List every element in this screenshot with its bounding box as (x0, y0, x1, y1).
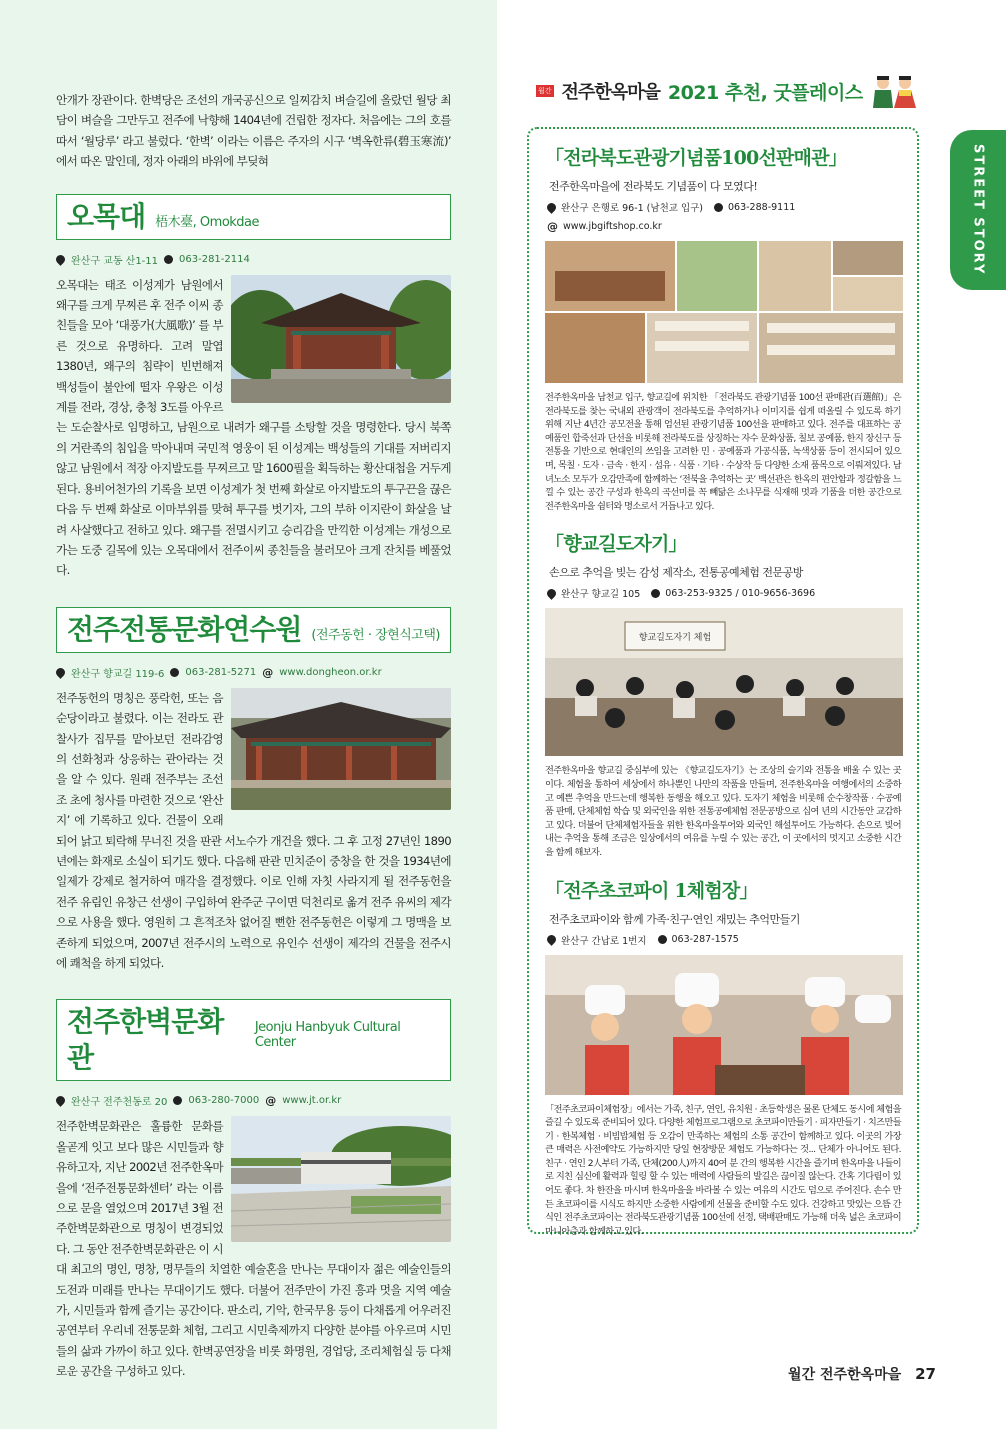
yeonsuwon-phone: 063-281-5271 (185, 666, 257, 678)
omokdae-heading-box (56, 194, 451, 240)
street-story-tab (950, 130, 1006, 290)
omokdae-subtitle: 梧木臺, Omokdae (155, 214, 260, 230)
page-number: 27 (915, 1365, 936, 1383)
phone-icon (173, 1096, 182, 1105)
omokdae-pavilion-photo (231, 275, 451, 403)
phone-icon (714, 203, 723, 212)
location-pin-icon (54, 1095, 67, 1108)
shop1-subtitle: 전주한옥마을에 전라북도 기념품이 다 모였다! (549, 180, 758, 193)
chocopie-class-photo (545, 955, 903, 1095)
omokdae-address: 완산구 교동 산1-11 (71, 255, 159, 267)
hanbyuk-title: 전주한벽문화관 (67, 1005, 224, 1075)
phone-icon (164, 255, 173, 264)
pottery-class-photo (545, 608, 903, 756)
phone-icon (651, 589, 660, 598)
shop3-address: 완산구 간납로 1번지 (561, 935, 647, 947)
location-pin-icon (54, 666, 67, 679)
location-pin-icon (545, 933, 558, 946)
shop1-text: 전주한옥마을 남천교 입구, 향교길에 위치한 「전라북도 관광기념품 100선 판매관(百選館)」은 전라북도를 찾는 국내외 관광객이 전라북도를 추억하거나 이미지를 쉽게 떠올릴 수 있도록 하기 위해 지난 4년간 공모전을 통해 엄선된 관광기념품 100선을 판매하고 있다. 전주를 대표하는 공예품인 합죽선과 단선을 비롯해 전라북도를 상징하는 자수 문화상품, 칠보 공예품, 한지 장신구 등 전통을 기반으로 현대인의 쓰임을 고려한 민 · 공예품과 가공식품, 녹색상품 등이 전시되어 있으며, 목칠 · 도자 · 금속 · 한지 · 섬유 · 식품 · 기타 · 수상작 등 다양한 소재 품목으로 이뤄져있다. 남녀노소 모두가 오감만족에 함께하는 ‘전북을 추억하는 곳’ 백선관은 한옥의 편안함과 정갈함을 느낄 수 있는 공간 구성과 한옥의 곡선미를 꼭 빼닮은 소나무를 식재해 멋과 기품을 더한 공간으로 전주한옥마을 쉼터와 명소로서 거듭나고 있다. (545, 392, 901, 512)
hanbyuk-center-photo (231, 1116, 451, 1242)
shop1-phone: 063-288-9111 (728, 201, 796, 213)
shop1-info (547, 200, 901, 214)
shop3-text: 「전주초코파이체험장」에서는 가족, 친구, 연인, 유치원 · 초등학생은 물론 단체도 동시에 체험을 즐길 수 있도록 준비되어 있다. 다양한 체험프로그램으로 초코파이만들기 · 피자만들기 · 치즈만들기 · 한복체험 · 비빔밥체험 등 오감이 만족하는 체험의 소통 공간이 함께하고 있다. 이곳의 가장 큰 매력은 사전예약도 가능하지만 당일 현장방문 체험도 가능하다는 것... 단체가 아니어도 된다. 친구 · 연인 2人부터 가족, 단체(200人)까지 40여 분 간의 행복한 시간을 즐기며 한옥마을 나들이로 지친 심신에 활력과 힐링 할 수 있는 매력에 사람들의 발길은 끊이질 않는다. 간혹 기다림이 있어도 좋다. 차 한잔을 마시며 한옥마을을 바라볼 수 있는 여유의 시간도 덤으로 주어진다. 손수 만든 초코파이를 시식도 하지만 소중한 사람에게 선물을 준비할 수도 있다. 건강하고 맛있는 으뜸 간식인 전주초코파이는 전라북도관광기념품 100선에 선정, 택배판매도 가능해 더욱 넓은 초코파이 마니아층과 함께하고 있다. (545, 1103, 901, 1237)
right-header (536, 74, 917, 108)
shop2-info (547, 586, 901, 600)
couple-hanbok-illustration-icon (871, 74, 917, 108)
web-icon: @ (265, 1094, 277, 1108)
phone-icon (658, 935, 667, 944)
shop2-phone: 063-253-9325 / 010-9656-3696 (665, 587, 816, 599)
hanbyuk-phone: 063-280-7000 (188, 1095, 260, 1107)
yeonsuwon-title: 전주전통문화연수원 (67, 612, 302, 646)
location-pin-icon (545, 587, 558, 600)
omokdae-phone: 063-281-2114 (179, 253, 250, 265)
shop1-web[interactable]: www.jbgiftshop.co.kr (563, 221, 662, 232)
omokdae-info (56, 252, 451, 267)
web-icon: @ (262, 665, 274, 679)
yeonsuwon-address: 완산구 향교길 119-6 (71, 668, 165, 680)
dongheon-building-photo (231, 688, 451, 810)
yeonsuwon-heading-box (56, 607, 451, 653)
yeonsuwon-body (56, 688, 451, 974)
omokdae-text: 오목대는 태조 이성계가 남원에서 왜구를 크게 무찌른 후 전주 이씨 종친들을 모아 ‘대풍가(大風歌)’ 를 부른 것으로 유명하다. 고려 말엽 1380년, 왜구의 침략이 빈번해져 백성들이 불안에 떨자 우왕은 이성계를 전라, 경상, 충청 3도를 아우르는 도순찰사로 임명하고, 남원으로 내려가 왜구를 소탕할 것을 명령한다. 당시 북쪽의 거란족의 침입을 막아내며 국민적 영웅이 된 이성계는 백성들의 기대를 저버리지 않고 남원에서 적장 아지발도를 무찌르고 말 1600필을 획득하는 황산대첩을 거두게 된다. 용비어천가의 기록을 보면 이성계가 첫 번째 화살로 아지발도의 투구끈을 끊은 다음 두 번째 화살로 이마부위를 맞혀 투구를 벗기자, 그의 부하 이지란이 화살을 날려 사살했다고 전하고 있다. 왜구를 전멸시키고 승리감을 만끽한 이성계는 개성으로 가는 도중 길목에 있는 오목대에서 전주이씨 종친들을 불러모아 크게 잔치를 베풀었다. (56, 277, 451, 578)
header-small-tag: 월간 (538, 87, 552, 95)
omokdae-title: 오목대 (67, 199, 146, 233)
street-story-label: STREET STORY (970, 144, 986, 276)
hanbyuk-info (56, 1093, 451, 1108)
yeonsuwon-text: 전주동헌의 명칭은 풍락헌, 또는 음순당이라고 불렸다. 이는 전라도 관찰사가 집무를 맡아보던 전라감영의 선화청과 상응하는 관아라는 것을 알 수 있다. 원래 전주부는 조선조 초에 청사를 마련한 것으로 ‘완산지’ 에 기록하고 있다. 건물이 오래되어 낡고 퇴락해 무너진 것을 판관 서노수가 개건을 했다. 그 후 고정 27년인 1890년에는 화재로 소실이 되기도 했다. 다음해 판관 민치준이 중창을 한 것을 1934년에 일제가 강제로 철거하여 매각을 결정했다. 이로 인해 자칫 사라지게 될 전주동헌을 전주 유림인 유창근 선생이 구입하여 완주군 구이면 덕천리로 옮겨 전주 유씨의 제각으로 사용을 했다. 영원히 그 흔적조차 없어질 뻔한 전주동헌은 이렇게 그 명맥을 보존하게 되었으며, 2007년 전주시의 노력으로 유인수 선생이 제각의 건물을 전주시에 쾌척을 하게 되었다. (56, 690, 451, 970)
omokdae-body (56, 275, 451, 581)
yeonsuwon-info (56, 665, 451, 680)
hanbyuk-body (56, 1116, 451, 1381)
shop2-text: 전주한옥마을 향교길 중심부에 있는 《향교길도자기》는 조상의 슬기와 전통을 배울 수 있는 곳이다. 체험을 통하여 세상에서 하나뿐인 나만의 작품을 만들며, 전주한옥마을 여행에서의 소중하고 예쁜 추억을 만드는데 행복한 동행을 해오고 있다. 도자기 체험을 비롯해 순수창작품 · 수공예품 판매, 단체체험 학습 및 외국인을 위한 전통공예체험 전문공방으로 십여 년의 시간동안 교감하고 있다. 더불어 단체체험자들을 위한 한옥마을투어와 외국인 해설투어도 가능하다. 손으로 빚어내는 추억을 통해 조금은 일상에서의 여유를 누릴 수 있는 공간, 이 곳에서의 멋지고 소중한 시간을 함께 해보자. (545, 765, 901, 858)
shop1-address: 완산구 은행로 96-1 (남천교 입구) (561, 203, 703, 214)
location-pin-icon (545, 201, 558, 214)
pottery-sign-text: 향교길도자기 체험 (638, 633, 712, 644)
shop1-title: 「전라북도관광기념품100선판매관」 (545, 147, 847, 169)
shop3-title: 「전주초코파이 1체험장」 (545, 879, 758, 902)
header-brand: 전주한옥마을 (561, 82, 660, 103)
hanbyuk-heading-box (56, 999, 451, 1081)
header-title: 2021 추천, 굿플레이스 (667, 81, 863, 104)
shop1-web-row (547, 220, 901, 233)
shop3-phone: 063-287-1575 (671, 934, 739, 945)
hanbyuk-address: 완산구 전주천동로 20 (71, 1097, 168, 1109)
shop2-title: 「향교길도자기」 (545, 533, 687, 556)
shop2-subtitle: 손으로 추억을 빚는 감성 제작소, 전통공예체험 전문공방 (549, 566, 803, 580)
intro-paragraph: 안개가 장관이다. 한벽당은 조선의 개국공신으로 일찌감치 벼슬길에 올랐던 월당 최담이 벼슬을 그만두고 전주에 낙향해 1404년에 건립한 정자다. 처음에는 그의 호를 따서 ‘월당루’ 라고 불렀다. ‘한벽’ 이라는 이름은 주자의 시구 ‘벽옥한류(碧玉寒流)’ 에서 따온 말인데, 정자 아래의 바위에 부딪혀 (56, 93, 451, 169)
web-icon: @ (547, 220, 558, 233)
yeonsuwon-web[interactable]: www.dongheon.or.kr (279, 666, 382, 678)
page-footer (788, 1364, 936, 1384)
footer-magazine-name: 월간 전주한옥마을 (788, 1367, 902, 1383)
hanbyuk-text: 전주한벽문화관은 훌륭한 문화를 올곧게 잇고 보다 많은 시민들과 향유하고자, 지난 2002년 전주한옥마을에 ‘전주전통문화센터’ 라는 이름으로 문을 열었으며 2017년 3월 전주한벽문화관으로 명칭이 변경되었다. 그 동안 전주한벽문화관은 이 시대 최고의 명인, 명창, 명무들의 치열한 예술혼을 만나는 무대이자 젊은 예술인들의 도전과 미래를 만나는 무대이기도 했다. 더불어 전주만이 가진 흥과 멋을 지역 예술가, 시민들과 함께 즐기는 공간이다. 판소리, 기악, 한국무용 등이 다채롭게 어우러진 공연부터 우리네 전통문화 체험, 그리고 시민축제까지 다양한 분야를 아우르며 시민들의 삶과 가까이 하고 있다. 한벽공연장을 비롯 화명원, 경업당, 조리체험실 등 다채로운 공간을 구성하고 있다. (56, 1119, 451, 1379)
shop3-info (547, 933, 901, 947)
shop3-subtitle: 전주초코파이와 함께 가족·친구·연인 재밌는 추억만들기 (549, 912, 800, 926)
hanbyuk-subtitle: Jeonju Hanbyuk Cultural Center (254, 1020, 401, 1051)
location-pin-icon (54, 253, 67, 266)
yeonsuwon-subtitle: (전주동헌 · 장현식고택) (311, 627, 440, 643)
gift-shop-photo-collage (545, 241, 903, 383)
right-recommend-box (527, 127, 919, 1237)
phone-icon (170, 668, 179, 677)
left-column (56, 90, 451, 1382)
shop2-address: 완산구 향교길 105 (561, 589, 641, 601)
hanbyuk-web[interactable]: www.jt.or.kr (282, 1095, 342, 1107)
